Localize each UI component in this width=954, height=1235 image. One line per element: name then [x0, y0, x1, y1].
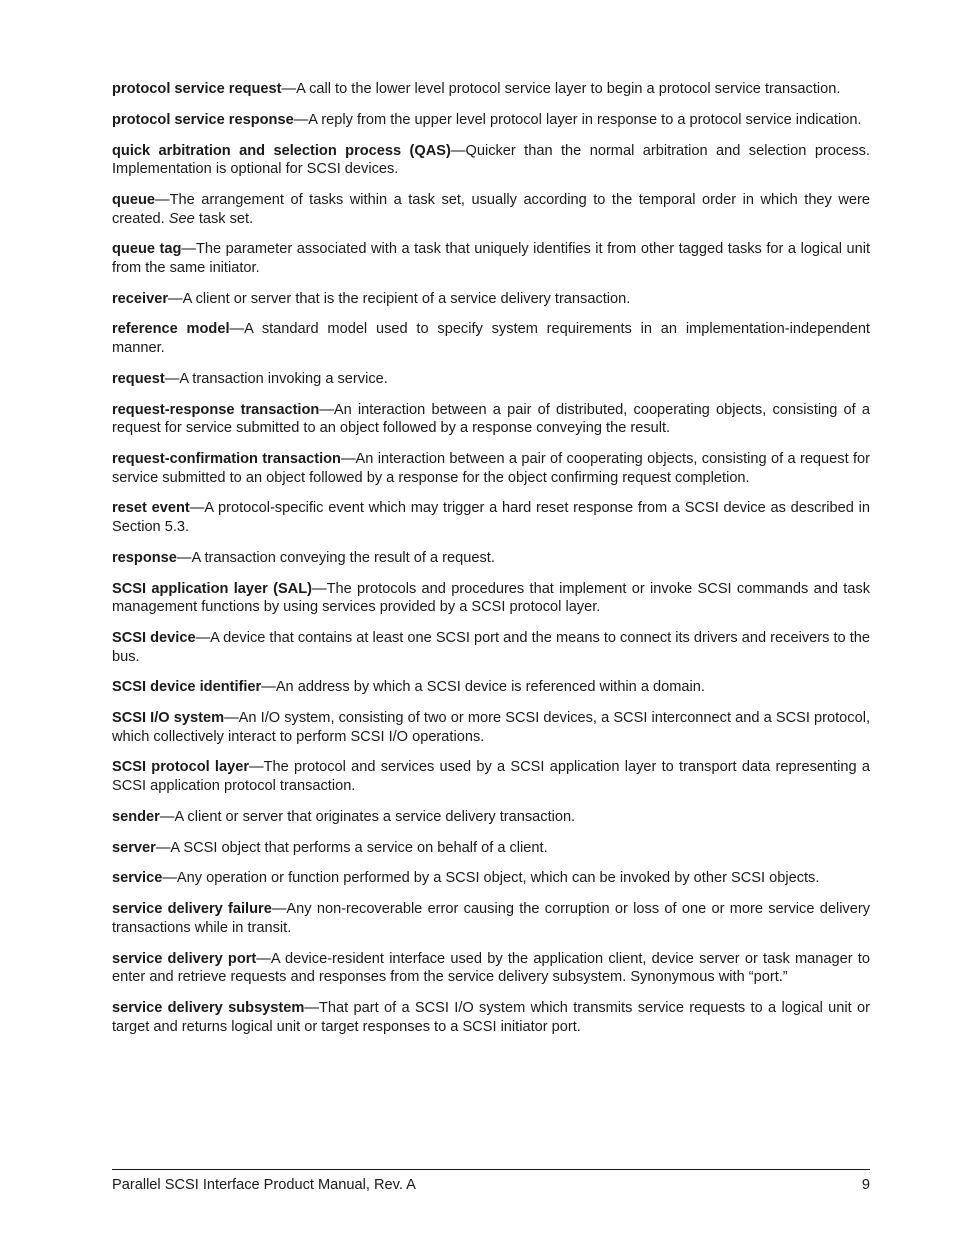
- glossary-entry: [112, 999, 870, 1036]
- footer-divider: [112, 1169, 870, 1170]
- glossary-list: [112, 80, 870, 1048]
- glossary-definition: —An interaction between a pair of cooperating objects, consisting of a request for service submitted to an object followed by a response for the object confirming request completion.: [112, 451, 870, 486]
- glossary-definition-tail: task set.: [194, 210, 254, 227]
- glossary-term: SCSI device: [112, 629, 196, 646]
- glossary-entry: [112, 549, 870, 568]
- glossary-entry: [112, 629, 870, 666]
- glossary-definition: —A reply from the upper level protocol layer in response to a protocol service indication.: [293, 111, 862, 128]
- glossary-definition: —A protocol-specific event which may trigger a hard reset response from a SCSI device as described in Section 5.3.: [112, 500, 870, 535]
- glossary-definition: —A SCSI object that performs a service on behalf of a client.: [155, 839, 548, 856]
- glossary-entry: [112, 580, 870, 617]
- glossary-entry: [112, 869, 870, 888]
- glossary-entry: [112, 709, 870, 746]
- glossary-emphasis: See: [168, 210, 195, 227]
- glossary-term: receiver: [112, 290, 168, 307]
- glossary-term: protocol service response: [112, 111, 294, 128]
- glossary-definition: —The arrangement of tasks within a task set, usually according to the temporal order in which they were created.: [112, 191, 870, 227]
- glossary-term: request: [112, 370, 165, 387]
- glossary-definition: —A transaction invoking a service.: [164, 370, 388, 387]
- glossary-entry: [112, 320, 870, 357]
- glossary-entry: [112, 142, 870, 179]
- glossary-entry: [112, 839, 870, 858]
- glossary-term: SCSI application layer (SAL): [112, 580, 312, 597]
- glossary-entry: [112, 401, 870, 438]
- glossary-term: queue tag: [112, 241, 182, 258]
- glossary-term: SCSI I/O system: [112, 710, 225, 727]
- glossary-definition: —An address by which a SCSI device is referenced within a domain.: [261, 679, 705, 696]
- glossary-term: SCSI device identifier: [112, 679, 262, 696]
- glossary-entry: [112, 191, 870, 228]
- glossary-term: request-confirmation transaction: [112, 451, 341, 467]
- glossary-definition: —Any operation or function performed by a SCSI object, which can be invoked by other SCSI objects.: [162, 870, 820, 887]
- glossary-definition: —That part of a SCSI I/O system which transmits service requests to a logical unit or target and returns logical unit or target responses to a SCSI initiator port.: [112, 999, 870, 1035]
- glossary-definition: —A transaction conveying the result of a request.: [176, 549, 495, 566]
- glossary-definition: —A client or server that originates a service delivery transaction.: [159, 808, 576, 825]
- glossary-entry: [112, 290, 870, 309]
- glossary-definition: —The protocol and services used by a SCSI application layer to transport data representing a SCSI application protocol transaction.: [112, 759, 870, 795]
- glossary-entry: [112, 80, 870, 99]
- glossary-term: queue: [112, 191, 155, 208]
- glossary-definition: —The protocols and procedures that implement or invoke SCSI commands and task management functions by using services provided by a SCSI protocol layer.: [112, 580, 871, 616]
- glossary-entry: [112, 950, 870, 987]
- glossary-definition: —A call to the lower level protocol service layer to begin a protocol service transaction.: [281, 81, 841, 97]
- glossary-term: SCSI protocol layer: [112, 759, 249, 776]
- glossary-entry: [112, 240, 870, 277]
- footer-page-number: 9: [861, 1177, 870, 1193]
- glossary-term: request-response transaction: [112, 401, 320, 418]
- glossary-entry: [112, 499, 870, 536]
- glossary-entry: [112, 808, 870, 827]
- glossary-definition: —Quicker than the normal arbitration and selection process. Implementation is optional for SCSI devices.: [112, 142, 870, 178]
- glossary-term: service delivery subsystem: [112, 999, 305, 1016]
- glossary-entry: [112, 450, 870, 487]
- glossary-definition: —An interaction between a pair of distributed, cooperating objects, consisting of a request for service submitted to an object followed by a response conveying the result.: [112, 401, 870, 437]
- glossary-definition: —An I/O system, consisting of two or more SCSI devices, a SCSI interconnect and a SCSI protocol, which collectively interact to perform SCSI I/O operations.: [112, 710, 870, 745]
- glossary-term: quick arbitration and selection process (QAS): [112, 142, 451, 159]
- glossary-term: reference model: [112, 321, 230, 338]
- glossary-definition: —Any non-recoverable error causing the corruption or loss of one or more service delivery transactions while in transit.: [112, 901, 871, 936]
- glossary-term: service: [112, 870, 163, 887]
- glossary-definition: —The parameter associated with a task that uniquely identifies it from other tagged tasks for a logical unit from the same initiator.: [112, 241, 871, 276]
- glossary-term: service delivery failure: [112, 901, 272, 918]
- glossary-term: sender: [112, 808, 160, 825]
- glossary-entry: [112, 111, 870, 130]
- glossary-entry: [112, 758, 870, 795]
- glossary-definition: —A device-resident interface used by the application client, device server or task manager to enter and retrieve requests and responses from the service delivery subsystem. Synonymous with “port.”: [112, 950, 870, 986]
- footer-document-title: Parallel SCSI Interface Product Manual, Rev. A: [112, 1177, 416, 1193]
- glossary-entry: [112, 900, 870, 937]
- glossary-term: protocol service request: [112, 81, 282, 97]
- glossary-term: service delivery port: [112, 950, 257, 967]
- glossary-definition: —A client or server that is the recipient of a service delivery transaction.: [168, 290, 631, 307]
- glossary-entry: [112, 678, 870, 697]
- glossary-definition: —A device that contains at least one SCSI port and the means to connect its drivers and receivers to the bus.: [112, 629, 870, 665]
- glossary-term: server: [112, 839, 156, 856]
- glossary-definition: —A standard model used to specify system requirements in an implementation-independent manner.: [112, 321, 870, 357]
- glossary-term: reset event: [112, 500, 190, 517]
- glossary-term: response: [112, 549, 177, 566]
- glossary-entry: [112, 370, 870, 389]
